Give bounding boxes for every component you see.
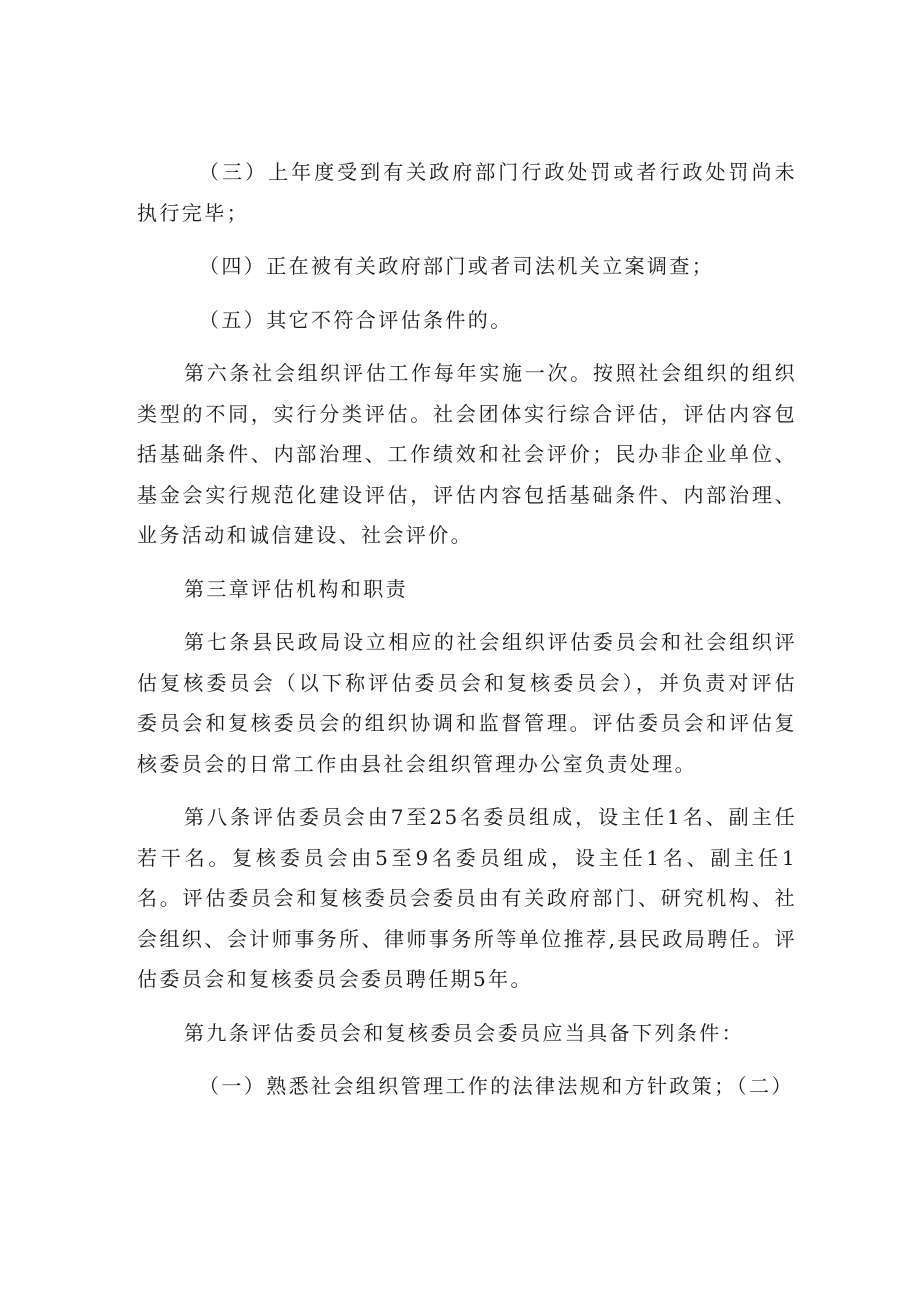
paragraph-item-5: （五）其它不符合评估条件的。 (199, 307, 513, 332)
paragraph-item-3: （三）上年度受到有关政府部门行政处罚或者行政处罚尚未执行完毕； (137, 160, 797, 225)
document-body (137, 152, 797, 1107)
paragraph-condition-1: （一）熟悉社会组织管理工作的法律法规和方针政策；（二） (199, 1074, 794, 1098)
chapter-heading: 第三章评估机构和职责 (184, 576, 408, 601)
paragraph-item-4: （四）正在被有关政府部门或者司法机关立案调查； (199, 254, 715, 278)
paragraph-article-7: 第七条县民政局设立相应的社会组织评估委员会和社会组织评估复核委员会（以下称评估委员会和复核委员会），并负责对评估委员会和复核委员会的组织协调和监督管理。评估委员会和评估复核委员会的日常工作由县社会组织管理办公室负责处理。 (137, 630, 797, 776)
paragraph-article-6: 第六条社会组织评估工作每年实施一次。按照社会组织的组织类型的不同，实行分类评估。社会团体实行综合评估，评估内容包括基础条件、内部治理、工作绩效和社会评价；民办非企业单位、基金会实行规范化建设评估，评估内容包括基础条件、内部治理、业务活动和诚信建设、社会评价。 (137, 361, 797, 547)
paragraph-article-8: 第八条评估委员会由7至25名委员组成，设主任1名、副主任若干名。复核委员会由5至9名委员组成，设主任1名、副主任1名。评估委员会和复核委员会委员由有关政府部门、研究机构、社会组织、会计师事务所、律师事务所等单位推荐,县民政局聘任。评估委员会和复核委员会委员聘任期5年。 (137, 805, 797, 991)
paragraph-article-9: 第九条评估委员会和复核委员会委员应当具备下列条件： (184, 1020, 744, 1045)
